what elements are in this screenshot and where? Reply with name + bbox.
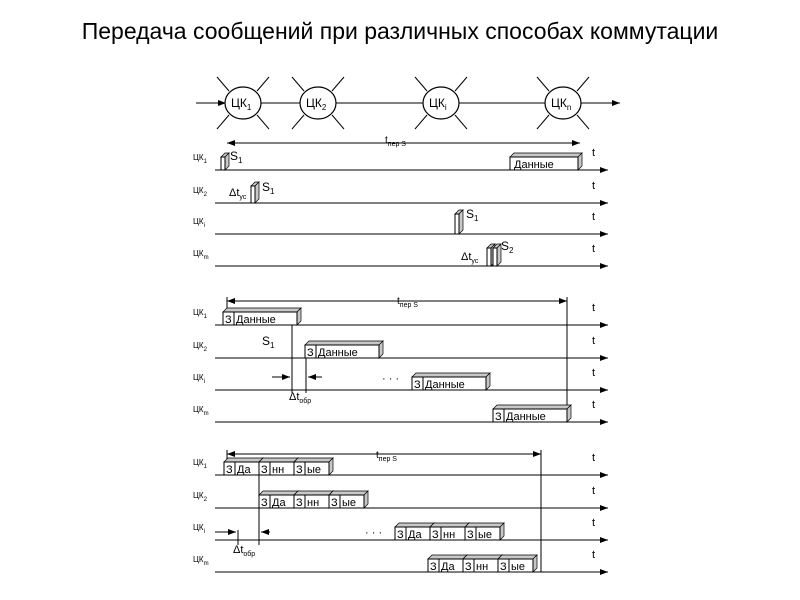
row-label-r2: $ЦК_2$ bbox=[193, 491, 207, 503]
time-axis-s2-2 bbox=[193, 367, 608, 393]
incoming-line bbox=[537, 77, 549, 91]
arrow-head bbox=[600, 355, 608, 361]
incoming-line bbox=[455, 115, 467, 129]
incoming-line bbox=[292, 77, 304, 91]
s1-label-2: $S_1$ bbox=[262, 180, 275, 196]
data-field: Данные bbox=[506, 411, 546, 423]
axis-t-label: t bbox=[592, 452, 596, 464]
axis-t-label: t bbox=[592, 243, 596, 255]
row-label-ri: $ЦК_i$ bbox=[193, 373, 205, 385]
packet-data: Да bbox=[237, 464, 251, 476]
arrow-head bbox=[600, 167, 608, 173]
packet-header: З bbox=[261, 497, 268, 509]
incoming-line bbox=[577, 77, 589, 91]
arrow-head bbox=[612, 100, 620, 106]
packet-data: ые bbox=[478, 529, 493, 541]
switch-node-n2 bbox=[292, 77, 344, 129]
incoming-line bbox=[332, 77, 344, 91]
row-label-r1: $ЦК_1$ bbox=[193, 458, 207, 470]
packet-header: З bbox=[296, 497, 303, 509]
data-field: Данные bbox=[318, 347, 358, 359]
header-field: З bbox=[414, 379, 421, 391]
packet-data: Да bbox=[441, 561, 455, 573]
row-label-ri: $ЦК_i$ bbox=[193, 217, 205, 229]
dt-setup-1: $\Delta t_{ус}$ bbox=[229, 187, 247, 201]
row-label-r2: $ЦК_2$ bbox=[193, 186, 207, 198]
packet-header: З bbox=[226, 464, 233, 476]
packet-header: З bbox=[331, 497, 338, 509]
incoming-line bbox=[217, 115, 229, 129]
t-label-1: $t_{пер S}$ bbox=[385, 135, 406, 148]
row-label-rn: $ЦК_m$ bbox=[193, 555, 209, 567]
incoming-line bbox=[332, 115, 344, 129]
packets-s3-node2 bbox=[259, 491, 368, 509]
packets-s3-node1 bbox=[224, 458, 333, 476]
packet-data: Да bbox=[272, 497, 286, 509]
packet bbox=[224, 458, 263, 476]
arrow-head bbox=[600, 537, 608, 543]
t-label-2: $t_{пер S}$ bbox=[397, 296, 418, 309]
axis-t-label: t bbox=[592, 147, 596, 159]
signal-pulse-s2b bbox=[493, 244, 501, 266]
s1-label-3: $S_1$ bbox=[466, 207, 479, 223]
row-label-r2: $ЦК_2$ bbox=[193, 341, 207, 353]
packet-data: ые bbox=[511, 561, 526, 573]
arrow-head bbox=[600, 505, 608, 511]
packets-s3-nodei bbox=[395, 523, 504, 541]
packet-header: З bbox=[430, 561, 437, 573]
node-label: $ЦК_n$ bbox=[551, 96, 572, 112]
incoming-line bbox=[217, 77, 229, 91]
packet-data: нн bbox=[307, 497, 320, 509]
arrow-head bbox=[600, 200, 608, 206]
arrow-head bbox=[282, 374, 290, 380]
network-chain bbox=[196, 77, 620, 129]
incoming-line bbox=[257, 115, 269, 129]
time-axis-s3-3 bbox=[193, 549, 608, 575]
axis-t-label: t bbox=[592, 549, 596, 561]
packet bbox=[259, 458, 298, 476]
header-field: З bbox=[495, 411, 502, 423]
dt-processing-1: $\Delta t_{обр}$ bbox=[289, 391, 312, 405]
incoming-line bbox=[537, 115, 549, 129]
time-axis-s3-1 bbox=[193, 485, 608, 511]
arrow-head bbox=[261, 529, 269, 535]
packets-s3-noden bbox=[428, 555, 537, 573]
switch-node-n1 bbox=[217, 77, 269, 129]
packet bbox=[428, 555, 467, 573]
signal-pulse-s1-node2 bbox=[251, 182, 259, 203]
message-data-s1 bbox=[510, 153, 582, 171]
arrow-head bbox=[228, 529, 236, 535]
message-s2-node2 bbox=[305, 341, 383, 359]
incoming-line bbox=[577, 115, 589, 129]
packet bbox=[294, 491, 333, 509]
arrow-head bbox=[600, 472, 608, 478]
node-label: $ЦК_2$ bbox=[306, 96, 327, 112]
dt-setup-2: $\Delta t_{ус}$ bbox=[461, 251, 479, 265]
arrow-head bbox=[227, 298, 235, 304]
arrow-head bbox=[533, 451, 541, 457]
header-field: З bbox=[307, 347, 314, 359]
switch-node-nn bbox=[537, 77, 589, 129]
arrow-head bbox=[600, 569, 608, 575]
axis-t-label: t bbox=[592, 180, 596, 192]
axis-t-label: t bbox=[592, 485, 596, 497]
arrow-head bbox=[227, 451, 235, 457]
t-label-3: $t_{пер S}$ bbox=[376, 450, 397, 463]
row-label-ri: $ЦК_i$ bbox=[193, 523, 205, 535]
axis-t-label: t bbox=[592, 211, 596, 223]
packet-data: нн bbox=[443, 529, 456, 541]
data-field: Данные bbox=[236, 314, 276, 326]
incoming-line bbox=[292, 115, 304, 129]
node-label: $ЦК_i$ bbox=[429, 96, 447, 112]
s1-label-4: $S_1$ bbox=[262, 334, 275, 350]
header-field: З bbox=[225, 314, 232, 326]
axis-t-label: t bbox=[592, 399, 596, 411]
ellipsis-dots-2: · · · bbox=[365, 527, 383, 539]
packet bbox=[498, 555, 537, 573]
incoming-line bbox=[455, 77, 467, 91]
axis-t-label: t bbox=[592, 517, 596, 529]
packet-header: З bbox=[500, 561, 507, 573]
packet-header: З bbox=[261, 464, 268, 476]
packet bbox=[294, 458, 333, 476]
page-title: Передача сообщений при различных способах коммутации bbox=[81, 18, 719, 44]
packet bbox=[395, 523, 434, 541]
packet bbox=[465, 523, 504, 541]
incoming-line bbox=[415, 77, 427, 91]
packet bbox=[329, 491, 368, 509]
packet-header: З bbox=[467, 529, 474, 541]
message-s2-nodei bbox=[412, 373, 490, 391]
packet bbox=[430, 523, 469, 541]
node-label: $ЦК_1$ bbox=[231, 96, 252, 112]
arrow-head bbox=[600, 231, 608, 237]
arrow-head bbox=[600, 322, 608, 328]
packet-data: ые bbox=[342, 497, 357, 509]
axis-t-label: t bbox=[592, 302, 596, 314]
incoming-line bbox=[415, 115, 427, 129]
row-label-rn: $ЦК_m$ bbox=[193, 249, 209, 261]
data-field: Данные bbox=[514, 159, 554, 171]
packet-header: З bbox=[432, 529, 439, 541]
packet-data: нн bbox=[476, 561, 489, 573]
ellipsis-dots-1: · · · bbox=[382, 373, 400, 385]
axis-t-label: t bbox=[592, 367, 596, 379]
message-s2-node1 bbox=[223, 308, 301, 326]
message-s2-noden bbox=[493, 405, 571, 423]
data-field: Данные bbox=[425, 379, 465, 391]
arrow-head bbox=[600, 419, 608, 425]
packet-data: нн bbox=[272, 464, 285, 476]
packet-data: ые bbox=[307, 464, 322, 476]
signal-pulse-s1 bbox=[221, 153, 229, 170]
arrow-head bbox=[572, 140, 580, 146]
row-label-r1: $ЦК_1$ bbox=[193, 153, 207, 165]
signal-pulse-s1-nodei bbox=[455, 210, 463, 234]
row-label-rn: $ЦК_m$ bbox=[193, 405, 209, 417]
row-label-r1: $ЦК_1$ bbox=[193, 308, 207, 320]
packet-header: З bbox=[296, 464, 303, 476]
arrow-head bbox=[308, 374, 316, 380]
packet bbox=[259, 491, 298, 509]
arrow-head bbox=[600, 387, 608, 393]
arrow-head bbox=[559, 298, 567, 304]
switch-node-ni bbox=[415, 77, 467, 129]
arrow-head bbox=[600, 263, 608, 269]
s1-label-1: $S_1$ bbox=[230, 149, 243, 165]
packet-header: З bbox=[397, 529, 404, 541]
time-axis-s1-3 bbox=[193, 243, 608, 269]
packet-header: З bbox=[465, 561, 472, 573]
time-axis-s1-2 bbox=[193, 211, 608, 237]
packet bbox=[463, 555, 502, 573]
time-axis-s2-1 bbox=[193, 335, 608, 361]
dt-processing-2: $\Delta t_{обр}$ bbox=[233, 544, 256, 558]
axis-t-label: t bbox=[592, 335, 596, 347]
s2-label: $S_2$ bbox=[501, 239, 514, 255]
incoming-line bbox=[257, 77, 269, 91]
arrow-head bbox=[227, 140, 235, 146]
packet-data: Да bbox=[408, 529, 422, 541]
